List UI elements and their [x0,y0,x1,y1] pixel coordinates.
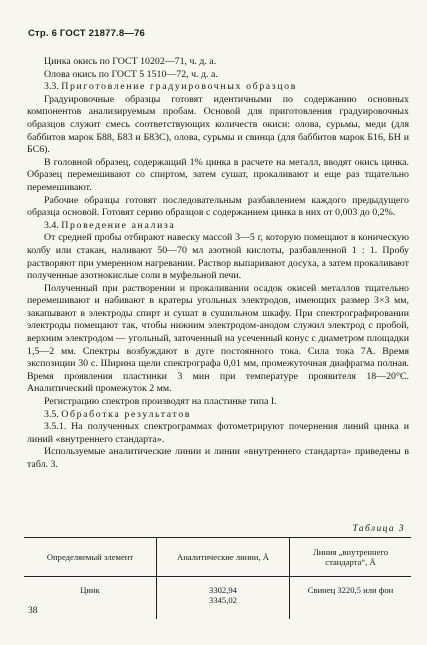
section-number: 3.5. [44,408,59,420]
paragraph: Рабочие образцы готовят последовательным разбавлением каждого предыдущего образца основой. Готовят серию образцов с содержанием цинка в них от 0,003 до 0,2%. [27,194,409,219]
column-header-internal-standard: Линия „внутреннего стандарта“, Å [290,538,412,577]
paragraph: Регистрацию спектров производят на пластинке типа I. [44,396,277,408]
page-header: Стр. 6 ГОСТ 21877.8—76 [28,28,146,39]
section-title: Обработка результатов [61,408,192,420]
paragraph: Используемые аналитические линии и линии «внутреннего стандарта» приведены в табл. 3. [27,446,409,470]
reagent-line-tin-oxide: Олова окись по ГОСТ 5 1510—72, ч. д. а. [44,68,218,80]
paragraph: Градуировочные образцы готовят идентичными по содержанию основных компонентов анализируемым пробам. Основой для приготовления градуировочных образцов служит смесь соответствующих количеств окиси: олова, сурьмы, меди (для баббитов марок Б88, Б83 и Б83С), олова, сурьмы и свинца (для баббитов марок Б16, БН и БС6). [27,93,409,156]
section-heading-3-3 [27,81,409,94]
table-caption: Таблица 3 [352,524,405,534]
analytical-line-value: 3345,02 [209,595,237,605]
analytical-line-value: 3302,94 [209,585,237,595]
page-number: 38 [28,606,38,616]
section-number: 3.3. [44,81,59,93]
cell-internal-standard: Свинец 3220,5 или фон [290,577,412,620]
section-number: 3.4. [44,219,59,231]
cell-analytical-lines [157,577,290,620]
column-header-element: Определяемый элемент [24,538,157,577]
document-body [27,56,409,472]
section-heading-3-5 [27,409,409,422]
section-heading-3-4 [27,220,409,233]
reagent-line-zinc-oxide: Цинка окись по ГОСТ 10202—71, ч. д. а. [44,56,217,67]
cell-element: Цинк [80,585,100,595]
paragraph: Полученный при растворении и прокаливании осадок окисей металлов тщательно перемешивают и набивают в кратеры угольных электродов, имеющих размер 3×3 мм, закапывают в электроды спирт и сушат в сушильном шкафу. При спектрографировании электроды помещают так, чтобы нижним электродом-анодом служил электрод с пробой, верхним электродом — угольный, заточенный на усеченный конус с диаметром площадки 1,5—2 мм. Спектры возбуждают в дуге постоянного тока. Сила тока 7А. Время экспозиции 30 с. Ширина щели спектрографа 0,01 мм, промежуточная диафрагма полная. Время проявления пластинки 3 мин при температуре проявителя 18—20°С. Аналитический промежуток 2 мм. [27,282,409,395]
paragraph: 3.5.1. На полученных спектрограммах фотометрируют почернения линий цинка и линий «внутреннего стандарта». [27,421,409,445]
paragraph: В головной образец, содержащий 1% цинка в расчете на металл, вводят окись цинка. Образец перемешивают со спиртом, затем сушат, прокаливают и еще раз тщательно перемешивают. [27,156,409,193]
table-header-row [24,538,411,577]
paragraph: От средней пробы отбирают навеску массой 3—5 г, которую помещают в коническую колбу или стакан, наливают 50—70 мл азотной кислоты, разбавленной 1 : 1. Пробу растворяют при умеренном нагревании. Раствор выпаривают досуха, а затем прокаливают полученные азотнокислые соли в муфельной печи. [27,232,409,282]
column-header-analytical-lines: Аналитические линии, Å [157,538,290,577]
analytical-lines-table [24,537,411,619]
section-title: Проведение анализа [61,219,176,231]
table-row [24,577,411,620]
section-title: Приготовление градуировочных образцов [61,81,297,93]
